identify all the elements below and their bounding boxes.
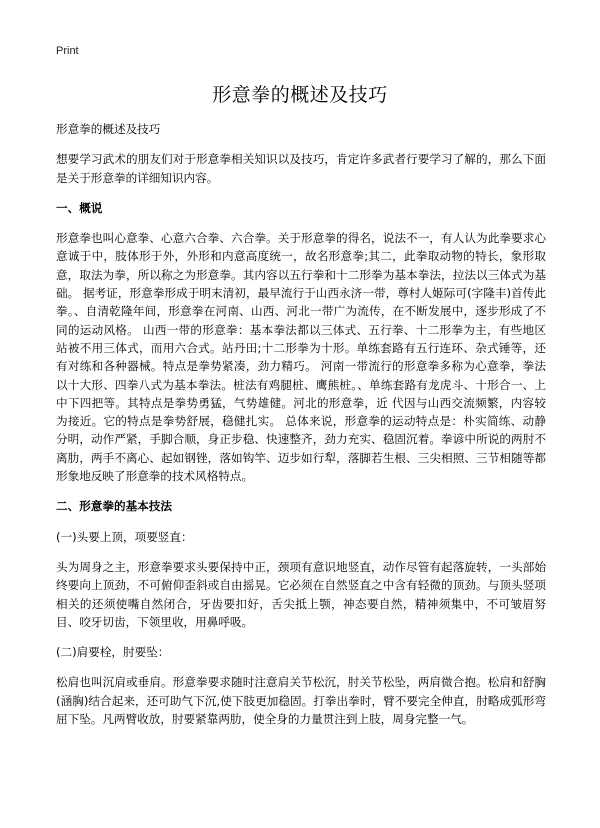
intro-paragraph: 想要学习武术的朋友们对于形意拳相关知识以及技巧，肯定许多武者行要学习了解的，那么下面是关于形意拳的详细知识内容。 [56, 152, 546, 185]
print-label: Print [56, 45, 79, 57]
section-heading-techniques: 二、形意拳的基本技法 [56, 499, 172, 514]
page-title: 形意拳的概述及技巧 [212, 84, 388, 106]
article-subtitle: 形意拳的概述及技巧 [56, 122, 161, 136]
technique-body-head: 头为周身之主，形意拳要求头要保持中正，颈项有意识地竖直，动作尽管有起落旋转，一头部始终要向上顶劲，不可俯仰歪斜或自由摇晃。它必须在自然竖直之中含有轻微的顶劲。与顶头竖项相关的还须使嘴自然闭合，牙齿要扣好，舌尖抵上颚，神态要自然，精神须集中，不可皱眉努目、咬牙切齿，下领里收，用鼻呼吸。 [56, 559, 546, 629]
section-heading-overview: 一、概说 [56, 200, 103, 215]
technique-body-shoulder: 松肩也叫沉肩或垂肩。形意拳要求随时注意肩关节松沉，肘关节松坠，两肩微合抱。松肩和舒胸(涵胸)结合起来，还可助气下沉,使下肢更加稳固。打拳出拳时，臂不要完全伸直，肘略成弧形弯屈下坠。凡两臂收放，肘要紧靠两肋，使全身的力量贯注到上肢，周身完整一气。 [56, 675, 546, 727]
technique-heading-shoulder: (二)肩要栓，肘要坠： [56, 645, 170, 660]
overview-paragraph: 形意拳也叫心意拳、心意六合拳、六合拳。关于形意拳的得名，说法不一，有人认为此拳要求心意诚于中，肢体形于外，外形和内意高度统一，故名形意拳;其二，此拳取动物的特长，象形取意，取法为拳，所以称之为形意拳。其内容以五行拳和十二形拳为基本拳法，拉法以三体式为基础。 据考证，形意拳形成于明末清初，最早流行于山西永济一带，尊村人姬际可(字隆丰)首传此拳。、自清乾隆年间，形意拳在河南、山西、河北一带广为流传，在不断发展中，逐步形成了不同的运动风格。 山西一带的形意拳：基本拳法都以三体式、五行拳、十二形拳为主，有些地区站被不用三体式，而用六合式。站丹田;十二形拳为十形。单练套路有五行连环、杂式锤等，还有对练和各种器械。特点是拳势紧凑，劲力精巧。 河南一带流行的形意拳多称为心意拳，拳法以十大形、四拳八式为基本拳法。桩法有鸡腿桩、鹰熊桩。、单练套路有龙虎斗、十形合一、上中下四把等。其特点是拳势勇猛，气势雄健。河北的形意拳，近 代因与山西交流频繁，内容较为接近。它的特点是拳势舒展，稳健扎实。 总体来说，形意拳的运动特点是：朴实简练、动静分明，动作严紧，手脚合顺，身正步稳、快速整齐，劲力充实、稳固沉着。拳谚中所说的两肘不离肋，两手不离心、起如钢锉，落如钩竿、迈步如行犁，落脚若生根、三尖相照、三节相随等都形象地反映了形意拳的技术风格特点。 [56, 231, 546, 484]
article-content [56, 120, 546, 728]
technique-heading-head: (一)头要上顶，项要竖直： [56, 529, 193, 544]
